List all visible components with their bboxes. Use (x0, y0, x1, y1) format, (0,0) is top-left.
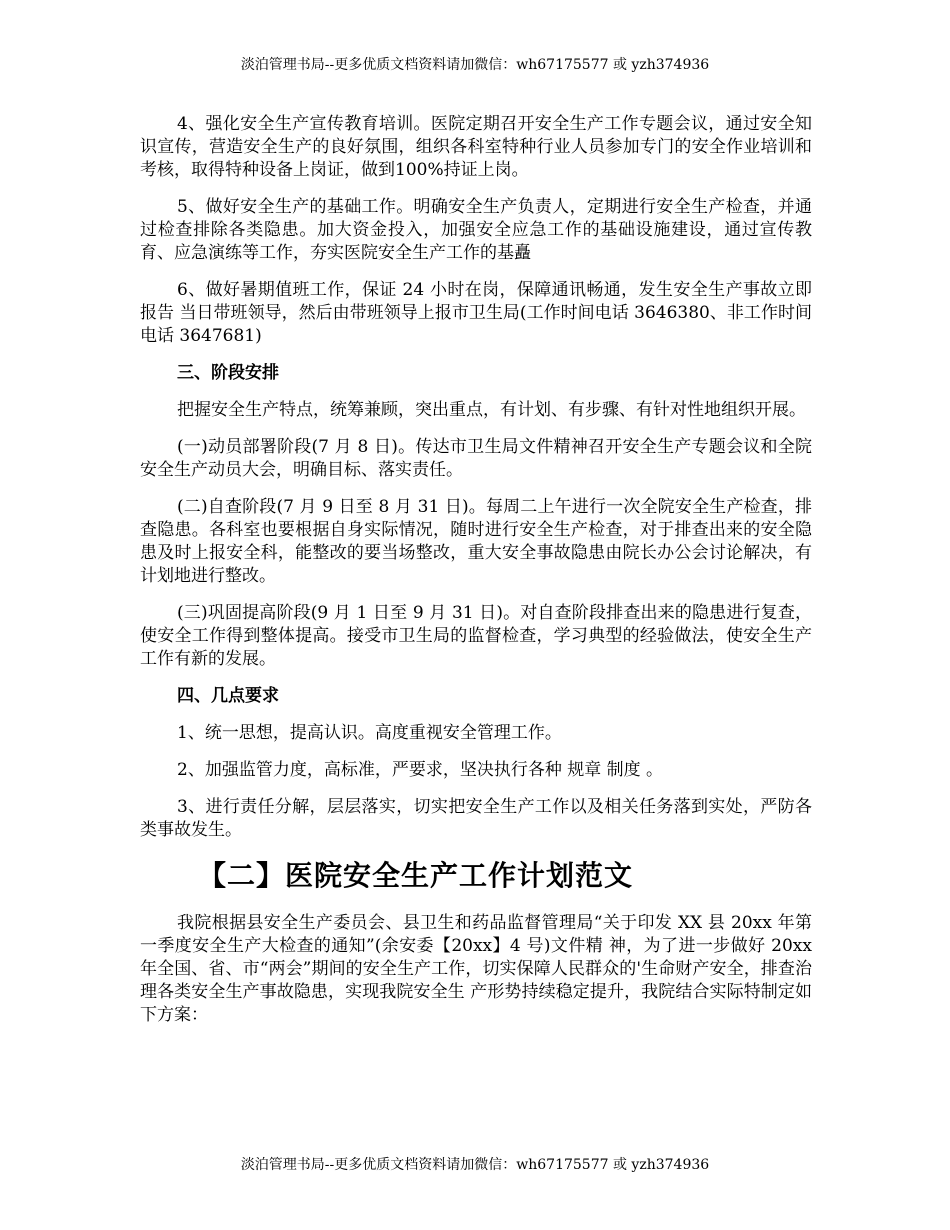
paragraph-item-6: 6、做好暑期值班工作，保证 24 小时在岗，保障通讯畅通，发生安全生产事故立即 报告 当日带班领导，然后由带班领导上报市卫生局(工作时间电话 3646380、非工作时间电话 3647681) (140, 280, 812, 346)
schedule-intro: 把握安全生产特点，统筹兼顾，突出重点，有计划、有步骤、有针对性地组织开展。 (177, 400, 806, 420)
requirement-2: 2、加强监管力度，高标准，严要求，坚决执行各种 规章 制度 。 (177, 760, 664, 780)
page-footer: 淡泊管理书局--更多优质文档资料请加微信：wh67175577 或 yzh374936 (240, 1157, 710, 1173)
schedule-stage-2: (二)自查阶段(7 月 9 日至 8 月 31 日)。每周二上午进行一次全院安全生产检查，排查隐患。各科室也要根据自身实际情况，随时进行安全生产检查，对于排查出来的安全隐患及时上报安全科，能整改的要当场整改，重大安全事故隐患由院长办公会讨论解决，有计划地进行整改。 (140, 497, 812, 586)
part-two-title: 【二】医院安全生产工作计划范文 (198, 859, 634, 892)
schedule-stage-3: (三)巩固提高阶段(9 月 1 日至 9 月 31 日)。对自查阶段排查出来的隐患进行复查，使安全工作得到整体提高。接受市卫生局的监督检查，学习典型的经验做法，使安全生产工作有新的发展。 (140, 603, 812, 669)
requirement-1: 1、统一思想，提高认识。高度重视安全管理工作。 (177, 723, 562, 743)
section-heading-requirements: 四、几点要求 (177, 686, 279, 706)
schedule-stage-1: (一)动员部署阶段(7 月 8 日)。传达市卫生局文件精神召开安全生产专题会议和全院安全生产动员大会，明确目标、落实责任。 (140, 437, 812, 480)
section-heading-schedule: 三、阶段安排 (177, 363, 279, 383)
paragraph-item-5: 5、做好安全生产的基础工作。明确安全生产负责人，定期进行安全生产检查，并通过检查排除各类隐患。加大资金投入，加强安全应急工作的基础设施建设，通过宣传教育、应急演练等工作，夯实医院安全生产工作的基矗 (140, 197, 812, 263)
requirement-3: 3、进行责任分解，层层落实，切实把安全生产工作以及相关任务落到实处，严防各类事故发生。 (140, 797, 812, 840)
paragraph-item-4: 4、强化安全生产宣传教育培训。医院定期召开安全生产工作专题会议，通过安全知识宣传，营造安全生产的良好氛围，组织各科室特种行业人员参加专门的安全作业培训和考核，取得特种设备上岗证，做到100%持证上岗。 (140, 114, 812, 180)
page-header: 淡泊管理书局--更多优质文档资料请加微信：wh67175577 或 yzh374936 (240, 57, 710, 73)
document-body (140, 113, 812, 1041)
part-two-intro: 我院根据县安全生产委员会、县卫生和药品监督管理局“关于印发 XX 县 20xx 年第一季度安全生产大检查的通知”(余安委【20xx】4 号)文件精 神，为了进一步做好 20xx 年全国、省、市“两会”期间的安全生产工作，切实保障人民群众的'生命财产安全，排查治理各类安全生产事故隐患，实现我院安全生 产形势持续稳定提升，我院结合实际特制定如下方案： (140, 913, 812, 1025)
